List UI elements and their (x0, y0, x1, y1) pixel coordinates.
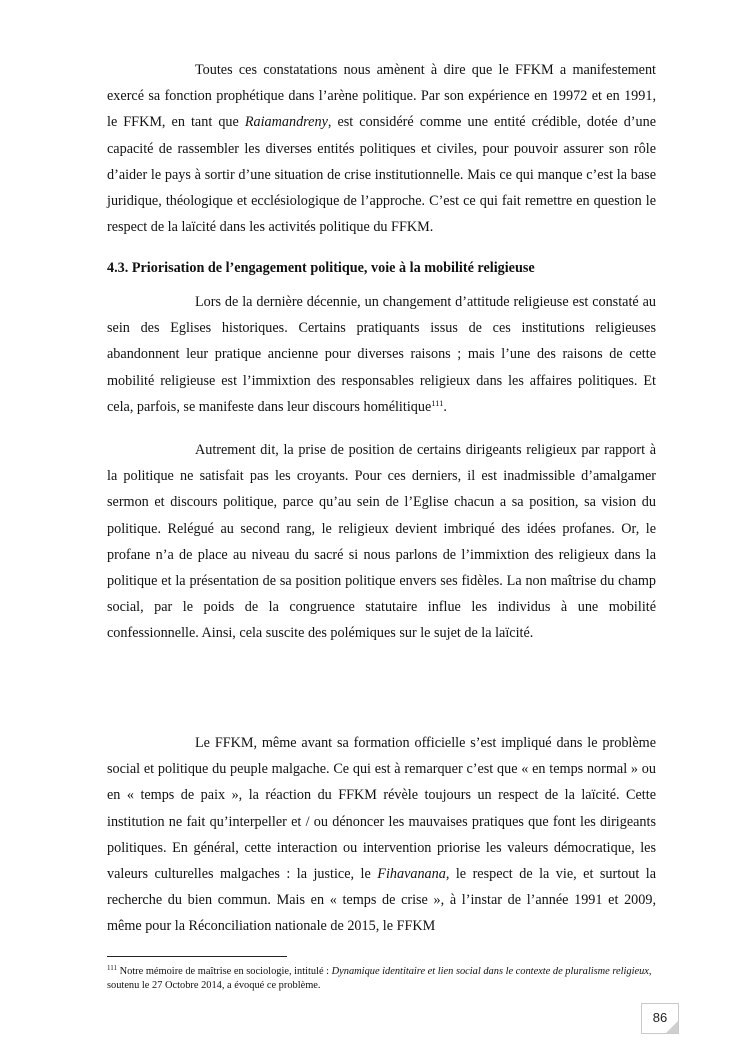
footnote-number: 111 (107, 964, 117, 972)
footnote-italic: Dynamique identitaire et lien social dans le contexte de pluralisme religieux (331, 966, 649, 977)
paragraph-1 (107, 57, 656, 240)
paragraph-2 (107, 289, 656, 420)
paragraph-4-text-end: le respect de la vie, et surtout la recherche du bien commun. Mais en « temps de crise », à l’instar de l’année 1991 et 2009, même pour la Réconciliation nationale de 2015, le FFKM (107, 866, 657, 935)
page-number: 86 (652, 1010, 668, 1025)
paragraph-2-text-end: . (443, 398, 447, 415)
paragraph-1-text: Toutes ces constatations nous amènent à dire que le FFKM a manifestement exercé sa fonction prophétique dans l’arène politique. Par son expérience en 19972 et en 1991, le FFKM, en tant que (107, 62, 656, 131)
footnote-separator (107, 956, 287, 957)
footnote-text: Notre mémoire de maîtrise en sociologie, intitulé : (116, 966, 332, 977)
footnote-reference[interactable]: 111 (431, 397, 444, 408)
paragraph-4-text: Le FFKM, même avant sa formation officielle s’est impliqué dans le problème social et politique du peuple malgache. Ce qui est à remarquer c’est que « en temps normal » ou en « temps de paix », la réaction du FFKM révèle toujours un respect de la laïcité. Cette institution ne fait qu’interpeller et / ou dénoncer les mauvaises pratiques que font les dirigeants politiques. En général, cette interaction ou intervention priorise les valeurs démocratique, les valeurs culturelles malgaches : la justice, le (107, 735, 656, 883)
footnote (107, 965, 662, 993)
section-heading: 4.3. Priorisation de l’engagement politique, voie à la mobilité religieuse (107, 260, 535, 276)
paragraph-3-text: Autrement dit, la prise de position de certains dirigeants religieux par rapport à la politique ne satisfait pas les croyants. Pour ces derniers, il est inadmissible d’amalgamer sermon et discours politique, parce qu’au sein de l’Eglise chacun a sa position, sa vision du politique. Relégué au second rang, le religieux devient imbriqué des idées profanes. Or, le profane n’a de place au niveau du sacré si nous parlons de l’immixtion des religieux dans la politique et la présentation de sa position politique envers ses fidèles. La non maîtrise du champ social, par le poids de la congruence statutaire influe les individus à une mobilité confessionnelle. Ainsi, cela suscite des polémiques sur le sujet de la laïcité. (107, 442, 656, 642)
page-curl-icon (666, 1021, 678, 1033)
paragraph-4 (107, 730, 656, 940)
paragraph-3 (107, 437, 656, 647)
paragraph-1-italic: Raiamandreny (244, 114, 328, 131)
footnote-text-end: , soutenu le 27 Octobre 2014, a évoqué ce problème. (107, 966, 652, 991)
paragraph-4-italic: Fihavanana, (377, 866, 450, 883)
paragraph-2-text: Lors de la dernière décennie, un changement d’attitude religieuse est constaté au sein des Eglises historiques. Certains pratiquants issus de ces institutions religieuses abandonnent leur pratique ancienne pour diverses raisons ; mais l’une des raisons de cette mobilité religieuse est l’immixtion des responsables religieux dans les affaires politiques. Et cela, parfois, se manifeste dans leur discours homélitique (107, 294, 656, 415)
paragraph-1-text-end: , est considéré comme une entité crédible, dotée d’une capacité de rassembler les diverses entités politiques et civiles, pour pouvoir assurer son rôle d’aider le pays à sortir d’une situation de crise institutionnelle. Mais ce qui manque c’est la base juridique, théologique et ecclésiologique de l’approche. C’est ce qui fait remettre en question le respect de la laïcité dans les activités politique du FFKM. (107, 114, 657, 236)
